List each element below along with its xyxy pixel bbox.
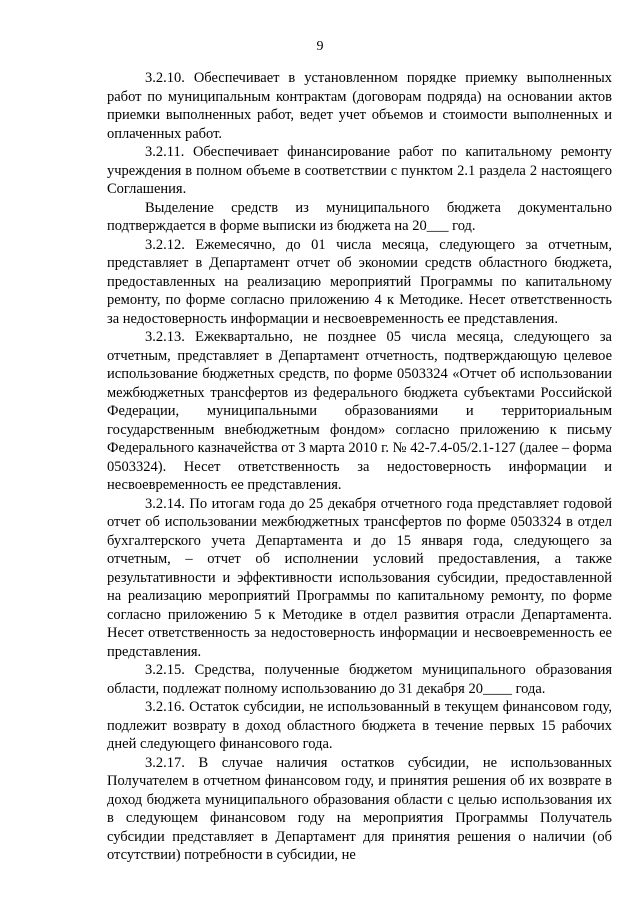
paragraph-budget-allocation: Выделение средств из муниципального бюджета документально подтверждается в форме выписки из бюджета на 20___ год. <box>107 199 612 234</box>
paragraph-3-2-17: 3.2.17. В случае наличия остатков субсидии, не использованных Получателем в отчетном финансовом году, и принятия решения об их возврате в доход бюджета муниципального образования области с целью использования их в следующем финансовом году на мероприятия Программы Получатель субсидии представляет в Департамент для принятия решения о наличии (об отсутствии) потребности в субсидии, не <box>107 754 612 863</box>
paragraph-3-2-14: 3.2.14. По итогам года до 25 декабря отчетного года представляет годовой отчет об использовании межбюджетных трансфертов по форме 0503324 в отдел бухгалтерского учета Департамента и до 15 января года, следующего за отчетным, – отчет об исполнении условий предоставления, а также результативности и эффективности использования субсидии, предоставленной на реализацию мероприятий Программы по капитальному ремонту, по форме согласно приложению 5 к Методике в отдел развития отрасли Департамента. Несет ответственность за недостоверность информации и несвоевременность ее представления. <box>107 495 612 660</box>
paragraph-3-2-16: 3.2.16. Остаток субсидии, не использованный в текущем финансовом году, подлежит возврату в доход областного бюджета в течение первых 15 рабочих дней следующего финансового года. <box>107 699 612 752</box>
page-number: 9 <box>316 39 324 54</box>
paragraph-3-2-13: 3.2.13. Ежеквартально, не позднее 05 числа месяца, следующего за отчетным, представляет в Департамент отчетность, подтверждающую целевое использование бюджетных средств, по форме 0503324 «Отчет об использовании межбюджетных трансфертов из федерального бюджета субъектами Российской Федерации, муниципальными образованиями и территориальным государственным внебюджетным фондом» согласно приложению к письму Федерального казначейства от 3 марта 2010 г. № 42-7.4-05/2.1-127 (далее – форма 0503324). Несет ответственность за недостоверность информации и несвоевременность ее представления. <box>107 329 612 493</box>
paragraph-3-2-15: 3.2.15. Средства, полученные бюджетом муниципального образования области, подлежат полному использованию до 31 декабря 20____ года. <box>107 662 612 697</box>
paragraph-3-2-12: 3.2.12. Ежемесячно, до 01 числа месяца, следующего за отчетным, представляет в Департамент отчет об экономии средств областного бюджета, предоставленных на реализацию мероприятий Программы по капитальному ремонту, по форме согласно приложению 4 к Методике. Несет ответственность за недостоверность информации и несвоевременность ее представления. <box>107 236 612 327</box>
paragraph-3-2-10: 3.2.10. Обеспечивает в установленном порядке приемку выполненных работ по муниципальным контрактам (договорам подряда) на основании актов приемки выполненных работ, ведет учет объемов и стоимости выполненных и оплаченных работ. <box>107 70 612 142</box>
paragraph-3-2-11: 3.2.11. Обеспечивает финансирование работ по капитальному ремонту учреждения в полном объеме в соответствии с пунктом 2.1 раздела 2 настоящего Соглашения. <box>107 144 612 197</box>
document-body <box>107 69 612 865</box>
